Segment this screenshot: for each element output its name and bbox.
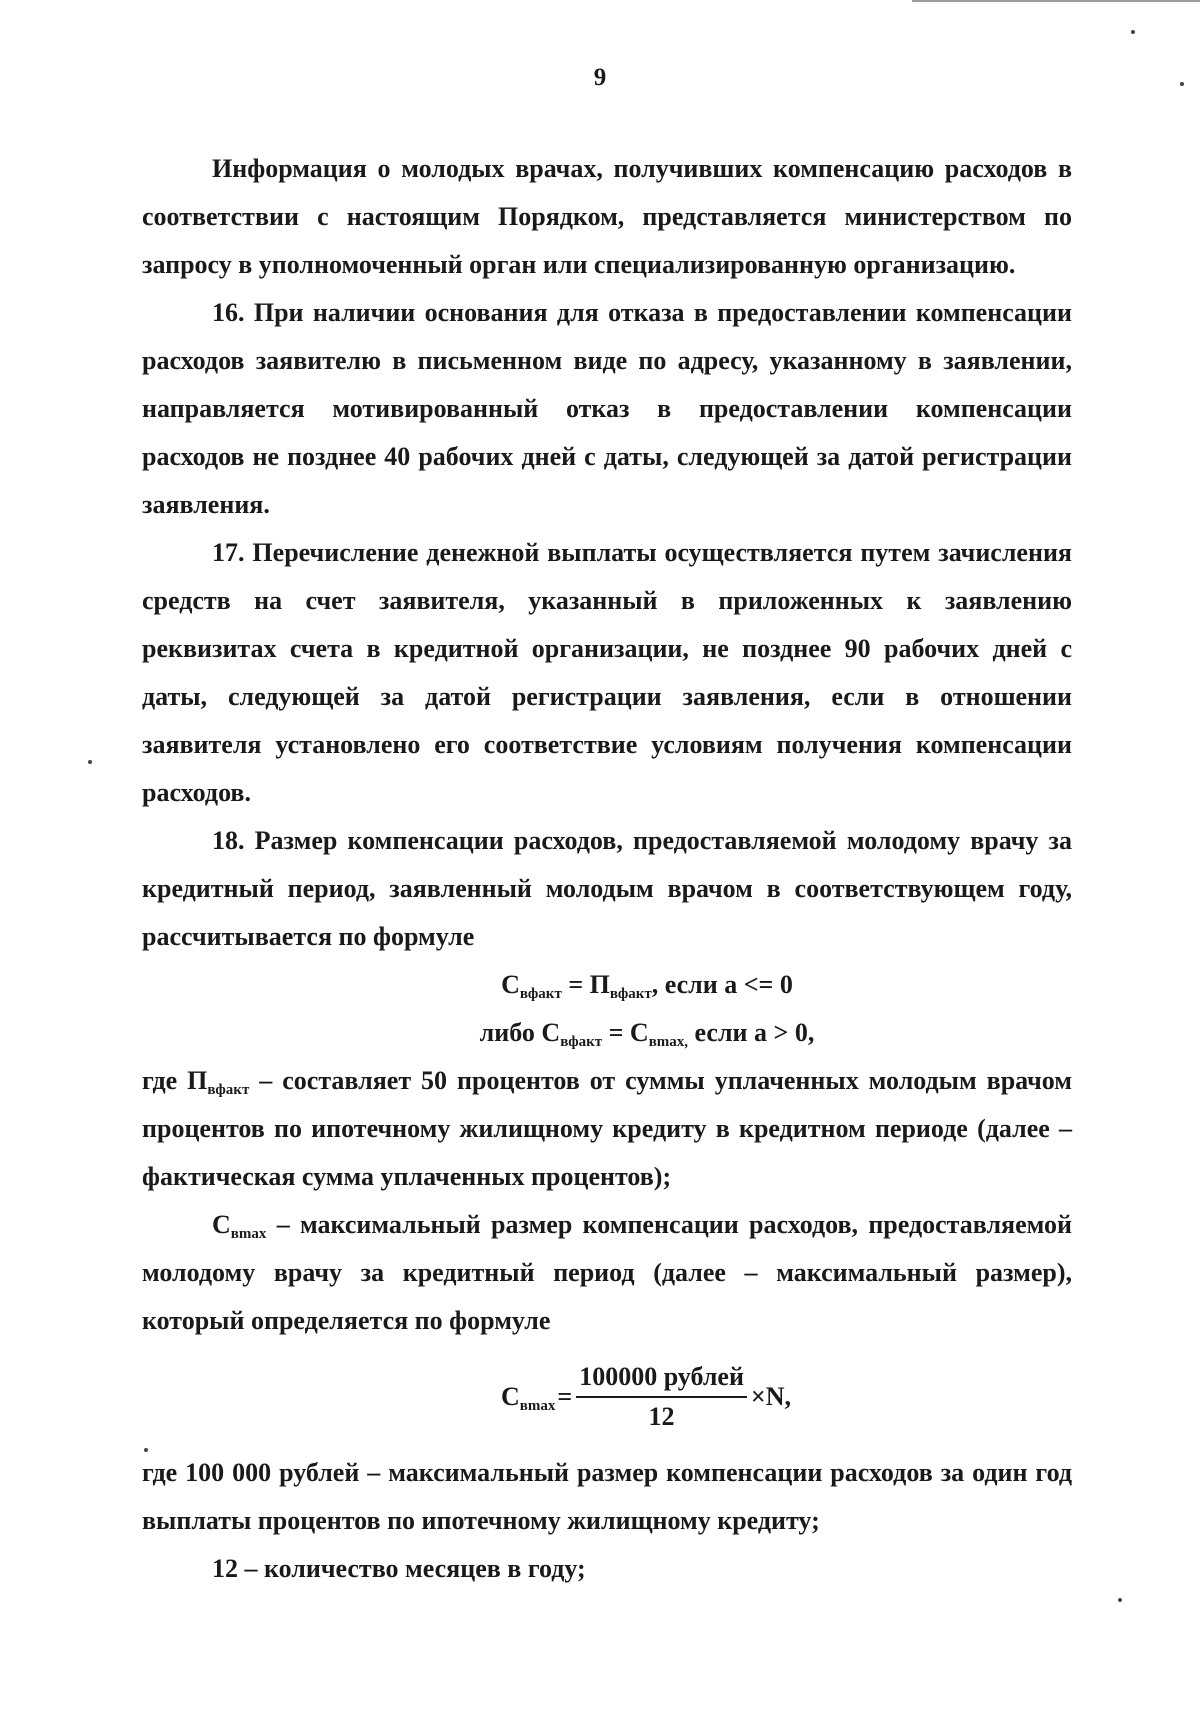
page-number: 9 — [593, 64, 607, 91]
definition-p-vfakt — [142, 1057, 1072, 1201]
formula-lhs — [501, 1373, 555, 1421]
definition-text: – составляет 50 процентов от суммы уплаченных молодым врачом процентов по ипотечному жилищному кредиту в кредитном периоде (далее – фактическая сумма уплаченных процентов); — [142, 1066, 1072, 1191]
definition-symbol: С — [212, 1210, 231, 1239]
scan-speck — [1131, 30, 1135, 34]
formula-multiplier: ×N, — [750, 1382, 792, 1411]
paragraph-18: 18. Размер компенсации расходов, предоставляемой молодому врачу за кредитный период, заявленный молодым врачом в соответствующем году, рассчитывается по формуле — [142, 826, 1072, 951]
formula-symbol: либо С — [479, 1018, 561, 1047]
intro-paragraph: Информация о молодых врачах, получивших компенсацию расходов в соответствии с настоящим Порядком, представляется министерством по запросу в уполномоченный орган или специализированную организацию. — [142, 154, 1072, 279]
definition-symbol: где П — [142, 1066, 208, 1095]
formula-symbol: С — [500, 1382, 520, 1411]
formula-compensation-line-1 — [142, 961, 1072, 1009]
definition-c-vmax — [142, 1201, 1072, 1345]
formula-numerator: 100000 рублей — [576, 1358, 747, 1398]
formula-symbol: С — [501, 970, 520, 999]
formula-subscript: вmax, — [648, 1034, 689, 1050]
scan-speck — [144, 1448, 148, 1452]
formula-subscript: вmax — [519, 1398, 556, 1414]
formula-equals: = — [557, 1382, 573, 1411]
formula-condition: если а > 0, — [688, 1018, 815, 1047]
formula-denominator: 12 — [648, 1402, 675, 1431]
paragraph-17: 17. Перечисление денежной выплаты осуществляется путем зачисления средств на счет заявителя, указанный в приложенных к заявлению реквизитах счета в кредитной организации, не позднее 90 рабочих дней с даты, следующей за датой регистрации заявления, если в отношении заявителя установлено его соответствие условиям получения компенсации расходов. — [142, 538, 1072, 807]
document-body — [142, 145, 1072, 1593]
formula-compensation-line-2 — [142, 1009, 1072, 1057]
formula-max-size — [142, 1345, 1072, 1449]
scan-speck — [1118, 1598, 1122, 1602]
definition-text: – максимальный размер компенсации расходов, предоставляемой молодому врачу за кредитный период (далее – максимальный размер), который определяется по формуле — [142, 1210, 1072, 1335]
formula-subscript: вфакт — [609, 986, 652, 1002]
definition-subscript: вmax — [230, 1226, 267, 1242]
formula-subscript: вфакт — [519, 986, 562, 1002]
formula-symbol: = П — [561, 970, 610, 999]
definition-subscript: вфакт — [207, 1082, 250, 1098]
scan-top-edge-line — [912, 0, 1200, 2]
formula-condition: , если а <= 0 — [651, 970, 793, 999]
definition-12: 12 – количество месяцев в году; — [212, 1554, 586, 1583]
formula-fraction — [576, 1358, 747, 1436]
formula-symbol: = С — [602, 1018, 649, 1047]
definition-100000: где 100 000 рублей – максимальный размер компенсации расходов за один год выплаты процентов по ипотечному жилищному кредиту; — [142, 1458, 1072, 1535]
scan-speck — [88, 760, 92, 764]
paragraph-16: 16. При наличии основания для отказа в предоставлении компенсации расходов заявителю в письменном виде по адресу, указанному в заявлении, направляется мотивированный отказ в предоставлении компенсации расходов не позднее 40 рабочих дней с даты, следующей за датой регистрации заявления. — [142, 298, 1072, 519]
formula-subscript: вфакт — [560, 1034, 603, 1050]
scan-speck — [1180, 82, 1184, 86]
